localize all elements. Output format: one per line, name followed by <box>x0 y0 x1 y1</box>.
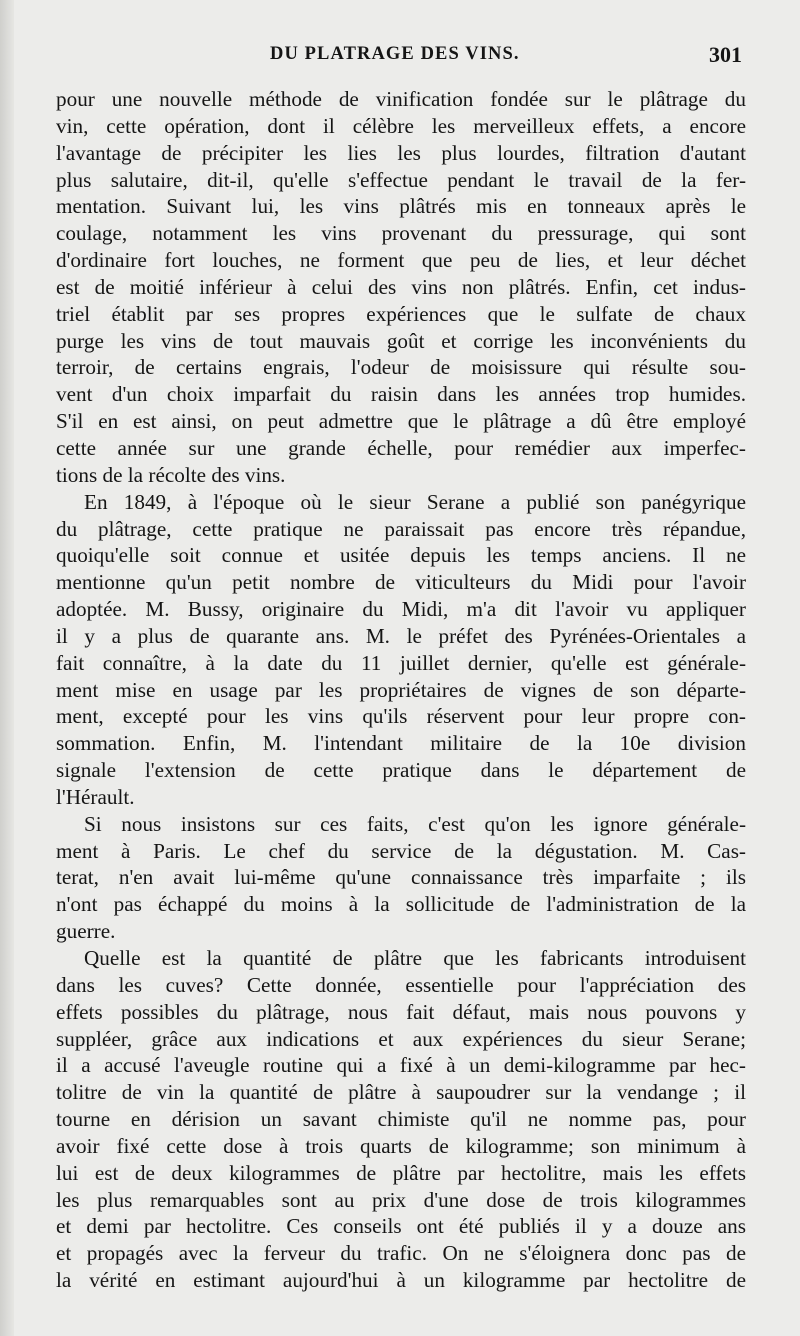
text-line: guerre. <box>56 919 116 944</box>
text-line: vent d'un choix imparfait du raisin dans les années trop humides. <box>56 382 746 407</box>
text-line: tourne en dérision un savant chimiste qu'il ne nomme pas, pour <box>56 1107 746 1132</box>
text-line: sommation. Enfin, M. l'intendant militaire de la 10e division <box>56 731 746 756</box>
text-line: En 1849, à l'époque où le sieur Serane a publié son panégyrique <box>84 489 746 514</box>
text-line: ment à Paris. Le chef du service de la dégustation. M. Cas- <box>56 838 746 863</box>
text-line: effets possibles du plâtrage, nous fait défaut, mais nous pouvons y <box>56 999 746 1024</box>
text-line: Quelle est la quantité de plâtre que les fabricants introduisent <box>84 946 746 970</box>
text-line: est de moitié inférieur à celui des vins non plâtrés. Enfin, cet indus- <box>56 274 746 299</box>
text-line: dans les cuves? Cette donnée, essentielle pour l'appréciation des <box>56 972 746 997</box>
text-line: ment, excepté pour les vins qu'ils réservent pour leur propre con- <box>56 704 746 729</box>
text-line: quoiqu'elle soit connue et usitée depuis les temps anciens. Il ne <box>56 543 746 568</box>
text-line: fait connaître, à la date du 11 juillet dernier, qu'elle est générale- <box>56 650 746 675</box>
text-line: avoir fixé cette dose à trois quarts de kilogramme; son minimum à <box>56 1133 746 1158</box>
text-line: lui est de deux kilogrammes de plâtre par hectolitre, mais les effets <box>56 1160 746 1185</box>
text-line: l'Hérault. <box>56 784 135 809</box>
text-line: n'ont pas échappé du moins à la sollicitude de l'administration de la <box>56 892 746 917</box>
text-line: terroir, de certains engrais, l'odeur de moisissure qui résulte sou- <box>56 355 746 380</box>
text-line: signale l'extension de cette pratique dans le département de <box>56 758 746 783</box>
text-line: et propagés avec la ferveur du trafic. On ne s'éloignera donc pas de <box>56 1241 746 1266</box>
text-line: mentionne qu'un petit nombre de viticulteurs du Midi pour l'avoir <box>56 570 746 595</box>
text-line: adoptée. M. Bussy, originaire du Midi, m'a dit l'avoir vu appliquer <box>56 597 746 622</box>
text-line: il y a plus de quarante ans. M. le préfet des Pyrénées-Orientales a <box>56 623 746 648</box>
running-title: DU PLATRAGE DES VINS. <box>270 44 520 64</box>
text-line: purge les vins de tout mauvais goût et corrige les inconvénients du <box>56 328 746 353</box>
text-line: triel établit par ses propres expériences que le sulfate de chaux <box>56 301 746 326</box>
text-line: l'avantage de précipiter les lies les plus lourdes, filtration d'autant <box>56 140 746 165</box>
text-line: et demi par hectolitre. Ces conseils ont été publiés il y a douze ans <box>56 1214 746 1239</box>
body-text <box>56 86 746 1294</box>
text-line: tolitre de vin la quantité de plâtre à saupoudrer sur la vendange ; il <box>56 1080 746 1105</box>
text-line: S'il en est ainsi, on peut admettre que le plâtrage a dû être employé <box>56 409 746 434</box>
text-line: du plâtrage, cette pratique ne paraissait pas encore très répandue, <box>56 516 746 541</box>
text-line: plus salutaire, dit-il, qu'elle s'effectue pendant le travail de la fer- <box>56 167 746 192</box>
text-line: coulage, notamment les vins provenant du pressurage, qui sont <box>56 221 746 246</box>
text-line: il a accusé l'aveugle routine qui a fixé à un demi-kilogramme par hec- <box>56 1053 746 1078</box>
text-line: les plus remarquables sont au prix d'une dose de trois kilogrammes <box>56 1187 746 1212</box>
page-number: 301 <box>709 42 742 67</box>
text-line: Si nous insistons sur ces faits, c'est qu'on les ignore générale- <box>84 811 746 836</box>
text-line: mentation. Suivant lui, les vins plâtrés mis en tonneaux après le <box>56 194 746 219</box>
text-line: ment mise en usage par les propriétaires de vignes de son départe- <box>56 677 746 702</box>
text-line: la vérité en estimant aujourd'hui à un kilogramme par hectolitre de <box>56 1268 746 1293</box>
text-line: d'ordinaire fort louches, ne forment que peu de lies, et leur déchet <box>56 248 746 273</box>
text-line: vin, cette opération, dont il célèbre les merveilleux effets, a encore <box>56 113 746 138</box>
text-line: tions de la récolte des vins. <box>56 462 286 487</box>
page-header <box>56 44 746 76</box>
text-line: terat, n'en avait lui-même qu'une connaissance très imparfaite ; ils <box>56 865 746 890</box>
text-line: pour une nouvelle méthode de vinification fondée sur le plâtrage du <box>56 87 746 111</box>
text-line: cette année sur une grande échelle, pour remédier aux imperfec- <box>56 435 746 460</box>
text-line: suppléer, grâce aux indications et aux expériences du sieur Serane; <box>56 1026 746 1051</box>
